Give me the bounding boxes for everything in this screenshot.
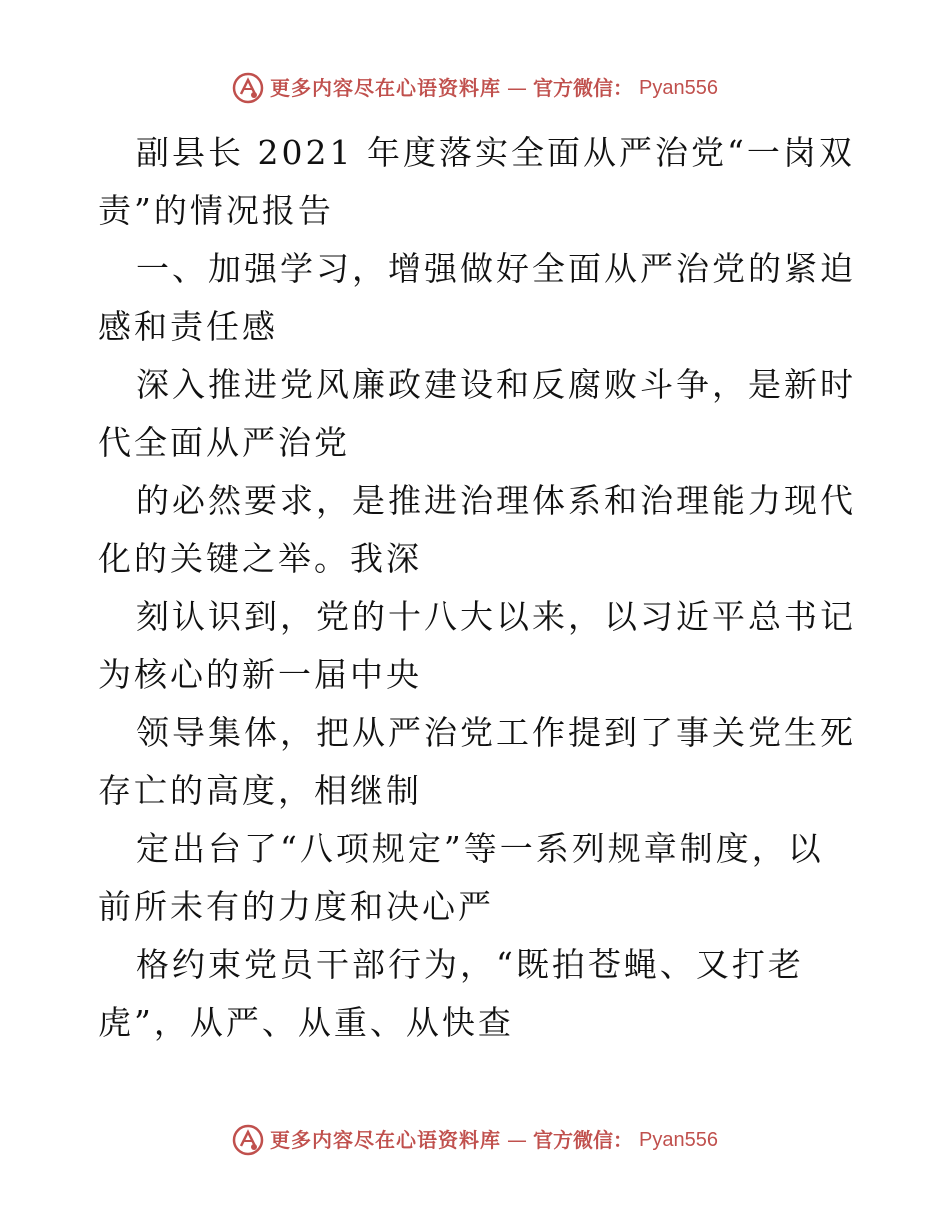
banner-wechat-label: 官方微信： [533,1128,634,1152]
banner-text: 更多内容尽在心语资料库 [270,1128,502,1152]
paragraph: 格约束党员干部行为，“既拍苍蝇、又打老虎”，从严、从重、从快查 [98,945,804,1042]
paragraph: 领导集体，把从严治党工作提到了事关党生死存亡的高度，相继制 [98,713,856,810]
paragraph: 刻认识到，党的十八大以来，以习近平总书记为核心的新一届中央 [98,597,856,694]
seal-logo-icon [232,72,264,104]
section-heading: 一、加强学习，增强做好全面从严治党的紧迫感和责任感 [98,249,856,346]
banner-wechat-id: Pyan556 [639,1129,718,1151]
banner-wechat-id: Pyan556 [639,77,718,99]
seal-logo-icon [232,1124,264,1156]
banner-text: 更多内容尽在心语资料库 [270,76,502,100]
banner-separator: — [507,76,528,100]
document-title: 副县长 2021 年度落实全面从严治党“一岗双责”的情况报告 [98,133,855,230]
header-banner [0,72,950,104]
document-body [98,124,858,1052]
footer-banner [0,1124,950,1156]
banner-separator: — [507,1128,528,1152]
paragraph: 深入推进党风廉政建设和反腐败斗争，是新时代全面从严治党 [98,365,856,462]
paragraph: 的必然要求，是推进治理体系和治理能力现代化的关键之举。我深 [98,481,856,578]
paragraph: 定出台了“八项规定”等一系列规章制度，以前所未有的力度和决心严 [98,829,824,926]
banner-wechat-label: 官方微信： [533,76,634,100]
